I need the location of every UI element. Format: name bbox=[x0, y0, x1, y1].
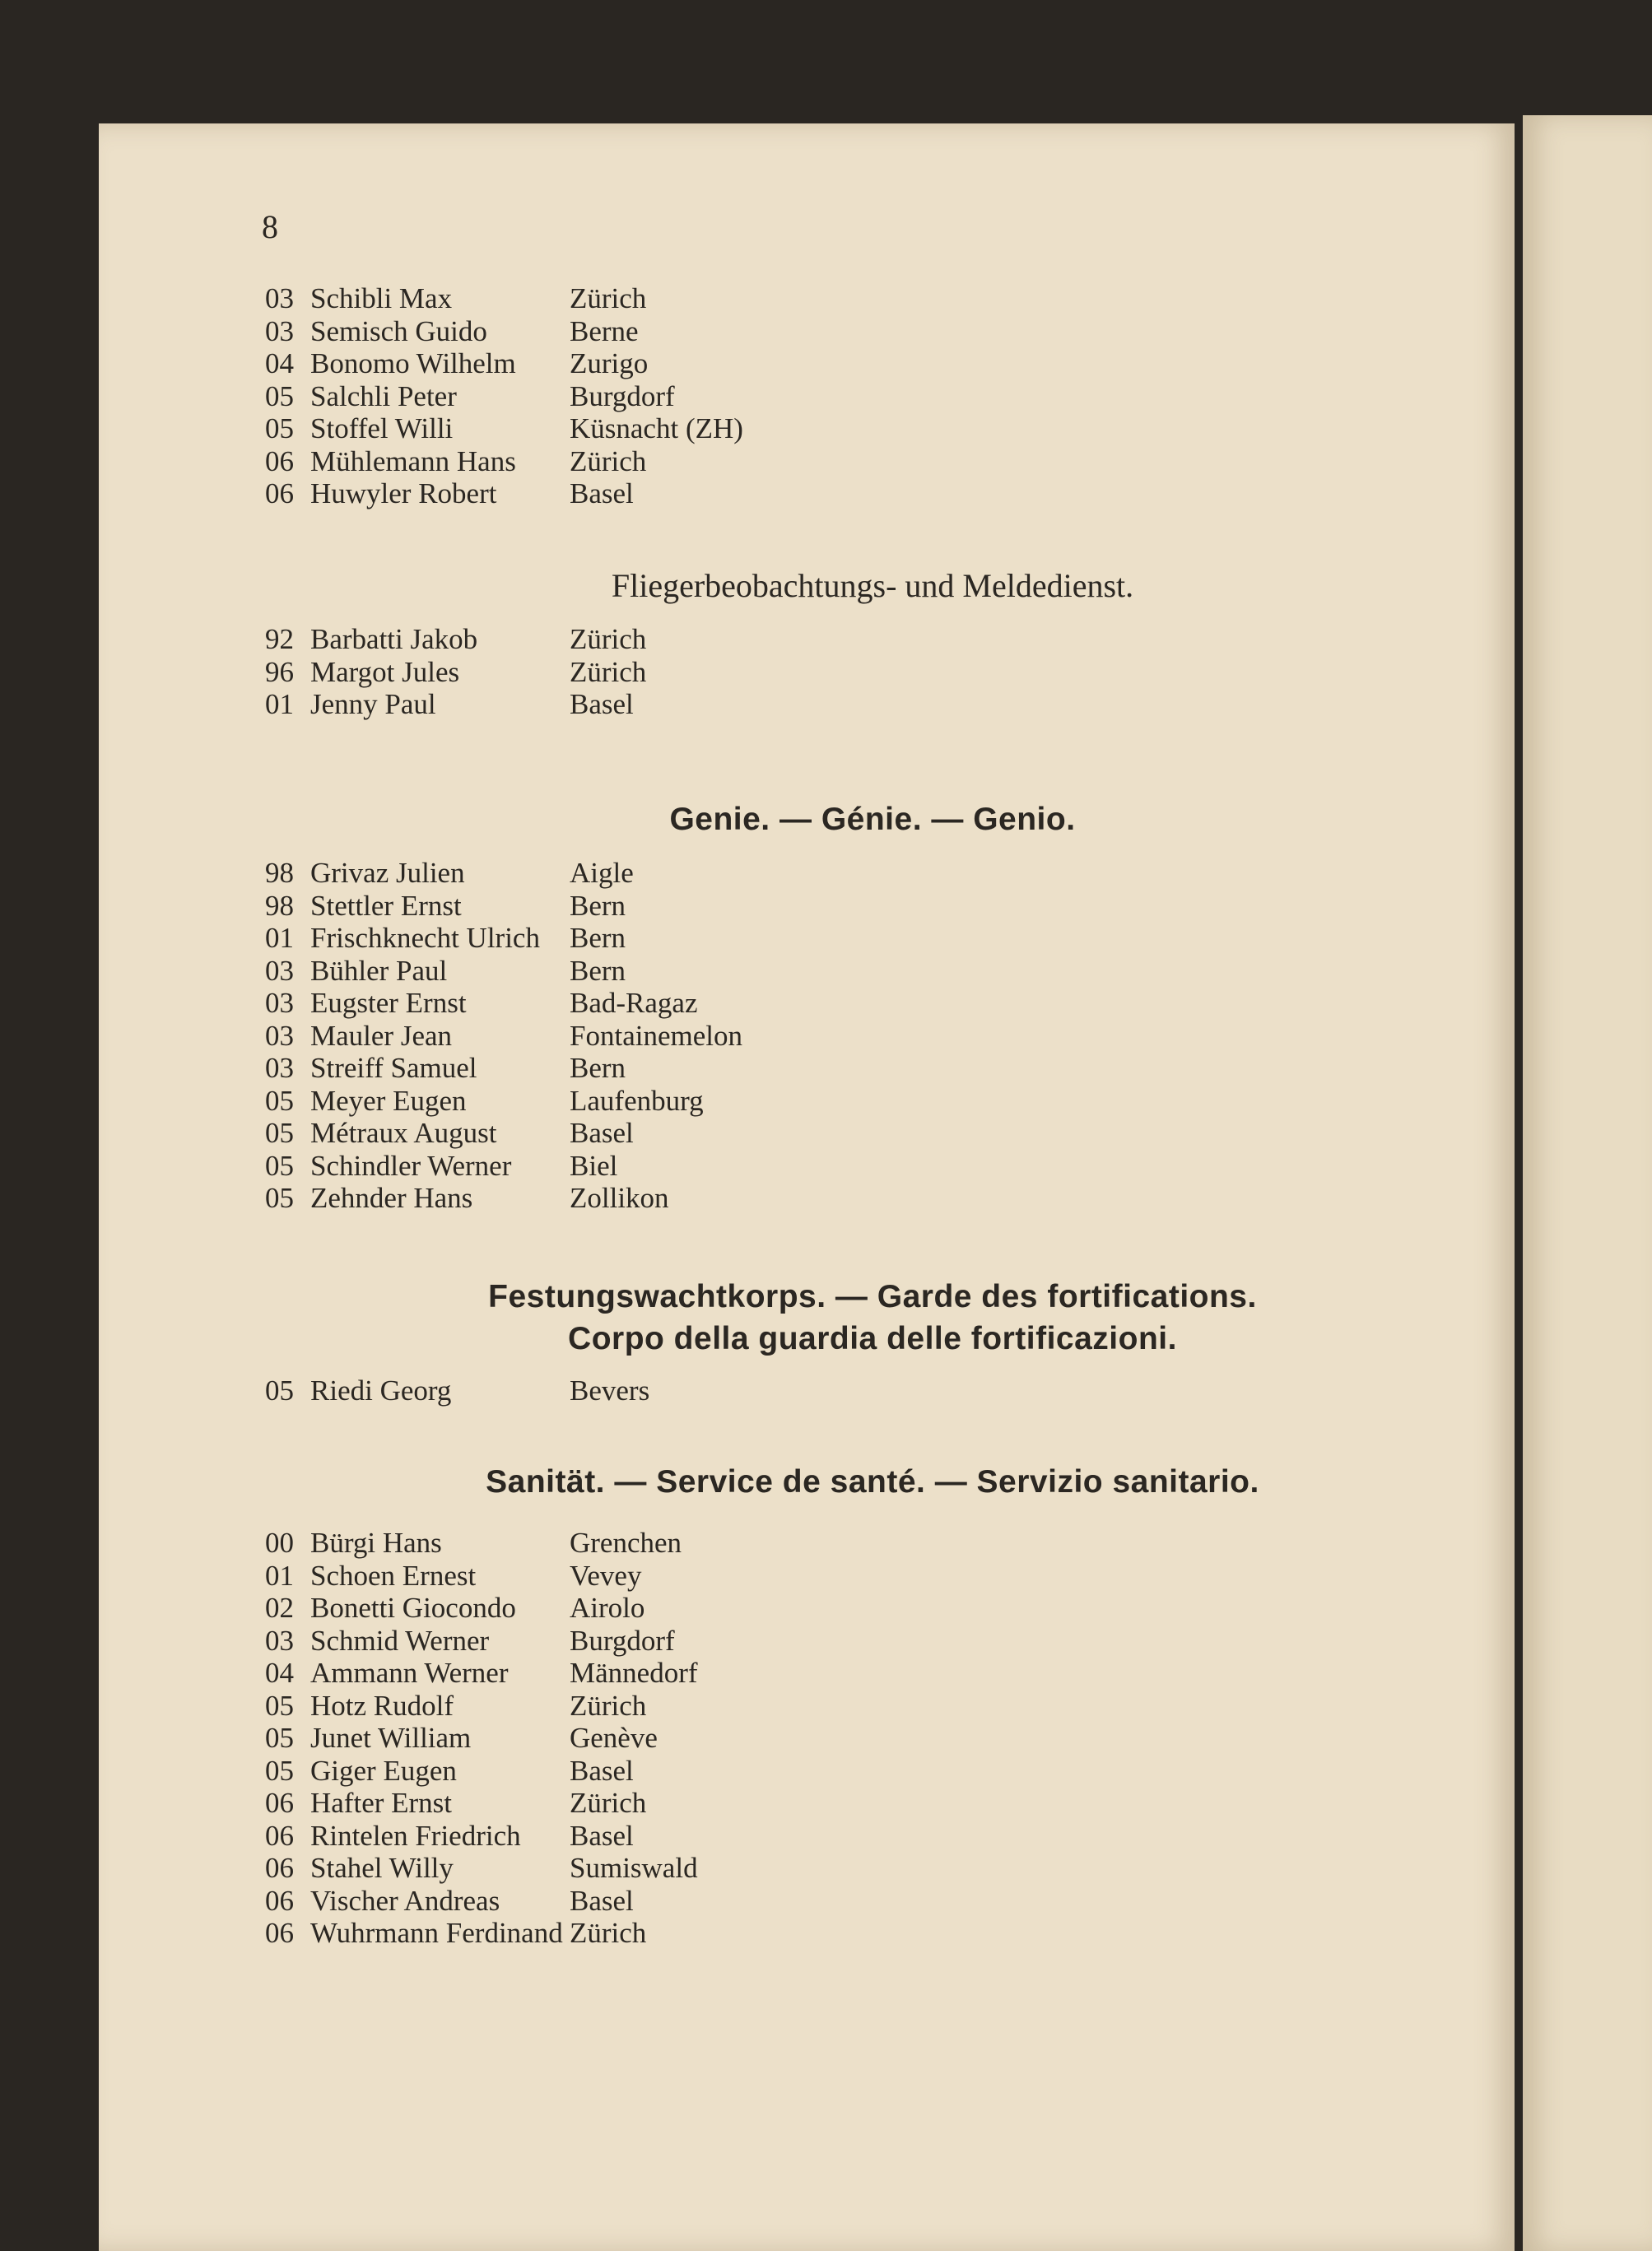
entry-name: Margot Jules bbox=[310, 655, 460, 688]
entry-year: 03 bbox=[265, 282, 294, 314]
entry-place: Zürich bbox=[570, 623, 647, 655]
entry-year: 05 bbox=[265, 1117, 294, 1149]
entry-year: 04 bbox=[265, 347, 294, 379]
entry-year: 01 bbox=[265, 922, 294, 954]
entry-name: Schmid Werner bbox=[310, 1624, 490, 1657]
entry-place: Bern bbox=[570, 1052, 626, 1084]
section-title-genie: Genie. — Génie. — Genio. bbox=[669, 802, 1076, 837]
entry-place: Basel bbox=[570, 1754, 634, 1787]
entry-year: 05 bbox=[265, 1149, 294, 1182]
entry-year: 03 bbox=[265, 1624, 294, 1657]
entry-place: Basel bbox=[570, 1117, 634, 1149]
entry-name: Giger Eugen bbox=[310, 1754, 457, 1787]
entry-year: 06 bbox=[265, 1787, 294, 1819]
entry-year: 05 bbox=[265, 1084, 294, 1117]
entry-year: 03 bbox=[265, 1019, 294, 1052]
entry-place: Zürich bbox=[570, 1689, 647, 1722]
entry-year: 03 bbox=[265, 314, 294, 347]
entry-name: Bonetti Giocondo bbox=[310, 1592, 516, 1624]
section-title-flieger: Fliegerbeobachtungs- und Meldedienst. bbox=[611, 567, 1134, 604]
entry-year: 05 bbox=[265, 379, 294, 412]
entry-year: 06 bbox=[265, 1819, 294, 1852]
entry-name: Meyer Eugen bbox=[310, 1084, 467, 1117]
entry-place: Zürich bbox=[570, 282, 647, 314]
entry-year: 96 bbox=[265, 655, 294, 688]
entry-year: 98 bbox=[265, 889, 294, 922]
entry-year: 06 bbox=[265, 1884, 294, 1917]
entry-name: Barbatti Jakob bbox=[310, 623, 478, 655]
entry-name: Grivaz Julien bbox=[310, 857, 465, 889]
entry-name: Streiff Samuel bbox=[310, 1052, 477, 1084]
entry-name: Riedi Georg bbox=[310, 1374, 452, 1407]
entry-name: Semisch Guido bbox=[310, 314, 487, 347]
right-page-edge bbox=[1523, 115, 1652, 2251]
entry-name: Schibli Max bbox=[310, 282, 453, 314]
entry-name: Bürgi Hans bbox=[310, 1527, 442, 1559]
entry-place: Bevers bbox=[570, 1374, 650, 1407]
entry-year: 01 bbox=[265, 688, 294, 720]
entry-place: Biel bbox=[570, 1149, 618, 1182]
entry-year: 03 bbox=[265, 1052, 294, 1084]
entry-name: Huwyler Robert bbox=[310, 477, 497, 509]
entry-name: Schindler Werner bbox=[310, 1149, 512, 1182]
entry-place: Bad-Ragaz bbox=[570, 987, 698, 1019]
entry-place: Airolo bbox=[570, 1592, 645, 1624]
entry-place: Burgdorf bbox=[570, 379, 675, 412]
entry-name: Ammann Werner bbox=[310, 1657, 509, 1689]
entry-place: Vevey bbox=[570, 1559, 642, 1592]
entry-year: 01 bbox=[265, 1559, 294, 1592]
entry-year: 05 bbox=[265, 1722, 294, 1754]
entry-place: Berne bbox=[570, 314, 639, 347]
entry-place: Genève bbox=[570, 1722, 658, 1754]
entry-year: 06 bbox=[265, 477, 294, 509]
entry-year: 06 bbox=[265, 444, 294, 477]
entry-year: 05 bbox=[265, 1689, 294, 1722]
entry-name: Junet William bbox=[310, 1722, 472, 1754]
entry-name: Stettler Ernst bbox=[310, 889, 462, 922]
entry-place: Basel bbox=[570, 477, 634, 509]
entry-place: Sumiswald bbox=[570, 1852, 698, 1884]
entry-name: Vischer Andreas bbox=[310, 1884, 500, 1917]
entry-name: Frischknecht Ulrich bbox=[310, 922, 540, 954]
entry-name: Mauler Jean bbox=[310, 1019, 453, 1052]
entry-place: Bern bbox=[570, 922, 626, 954]
entry-place: Basel bbox=[570, 1819, 634, 1852]
entry-place: Basel bbox=[570, 688, 634, 720]
entry-name: Bühler Paul bbox=[310, 954, 448, 987]
entry-place: Zürich bbox=[570, 1787, 647, 1819]
entry-name: Hafter Ernst bbox=[310, 1787, 453, 1819]
entry-year: 00 bbox=[265, 1527, 294, 1559]
entry-year: 03 bbox=[265, 954, 294, 987]
entry-year: 06 bbox=[265, 1917, 294, 1949]
entry-place: Zollikon bbox=[570, 1182, 669, 1214]
section-title-festung-line2: Corpo della guardia delle fortificazioni. bbox=[568, 1321, 1177, 1356]
entry-place: Bern bbox=[570, 889, 626, 922]
entry-year: 05 bbox=[265, 1182, 294, 1214]
entry-year: 06 bbox=[265, 1852, 294, 1884]
entry-year: 04 bbox=[265, 1657, 294, 1689]
entry-place: Laufenburg bbox=[570, 1084, 704, 1117]
entry-name: Zehnder Hans bbox=[310, 1182, 473, 1214]
entry-year: 02 bbox=[265, 1592, 294, 1624]
entry-place: Küsnacht (ZH) bbox=[570, 412, 743, 444]
entry-name: Bonomo Wilhelm bbox=[310, 347, 516, 379]
entry-year: 98 bbox=[265, 857, 294, 889]
entry-name: Eugster Ernst bbox=[310, 987, 467, 1019]
entry-place: Fontainemelon bbox=[570, 1019, 742, 1052]
entry-place: Grenchen bbox=[570, 1527, 682, 1559]
entry-place: Zürich bbox=[570, 655, 647, 688]
entry-year: 03 bbox=[265, 987, 294, 1019]
entry-year: 05 bbox=[265, 412, 294, 444]
entry-place: Aigle bbox=[570, 857, 634, 889]
entry-place: Basel bbox=[570, 1884, 634, 1917]
page-number: 8 bbox=[262, 208, 278, 245]
entry-name: Jenny Paul bbox=[310, 688, 436, 720]
entry-name: Mühlemann Hans bbox=[310, 444, 516, 477]
section-title-festung-line1: Festungswachtkorps. — Garde des fortifications. bbox=[488, 1279, 1257, 1314]
entry-name: Métraux August bbox=[310, 1117, 497, 1149]
entry-name: Rintelen Friedrich bbox=[310, 1819, 521, 1852]
entry-place: Burgdorf bbox=[570, 1624, 675, 1657]
entry-place: Zürich bbox=[570, 444, 647, 477]
entry-name: Salchli Peter bbox=[310, 379, 457, 412]
entry-place: Zürich bbox=[570, 1917, 647, 1949]
entry-place: Bern bbox=[570, 954, 626, 987]
entry-year: 05 bbox=[265, 1374, 294, 1407]
entry-name: Schoen Ernest bbox=[310, 1559, 477, 1592]
entry-name: Stoffel Willi bbox=[310, 412, 454, 444]
entry-place: Männedorf bbox=[570, 1657, 698, 1689]
entry-year: 05 bbox=[265, 1754, 294, 1787]
entry-year: 92 bbox=[265, 623, 294, 655]
entry-name: Stahel Willy bbox=[310, 1852, 454, 1884]
entry-name: Wuhrmann Ferdinand bbox=[310, 1917, 563, 1949]
entry-name: Hotz Rudolf bbox=[310, 1689, 454, 1722]
entry-place: Zurigo bbox=[570, 347, 649, 379]
section-title-sanitaet: Sanität. — Service de santé. — Servizio sanitario. bbox=[486, 1464, 1259, 1500]
